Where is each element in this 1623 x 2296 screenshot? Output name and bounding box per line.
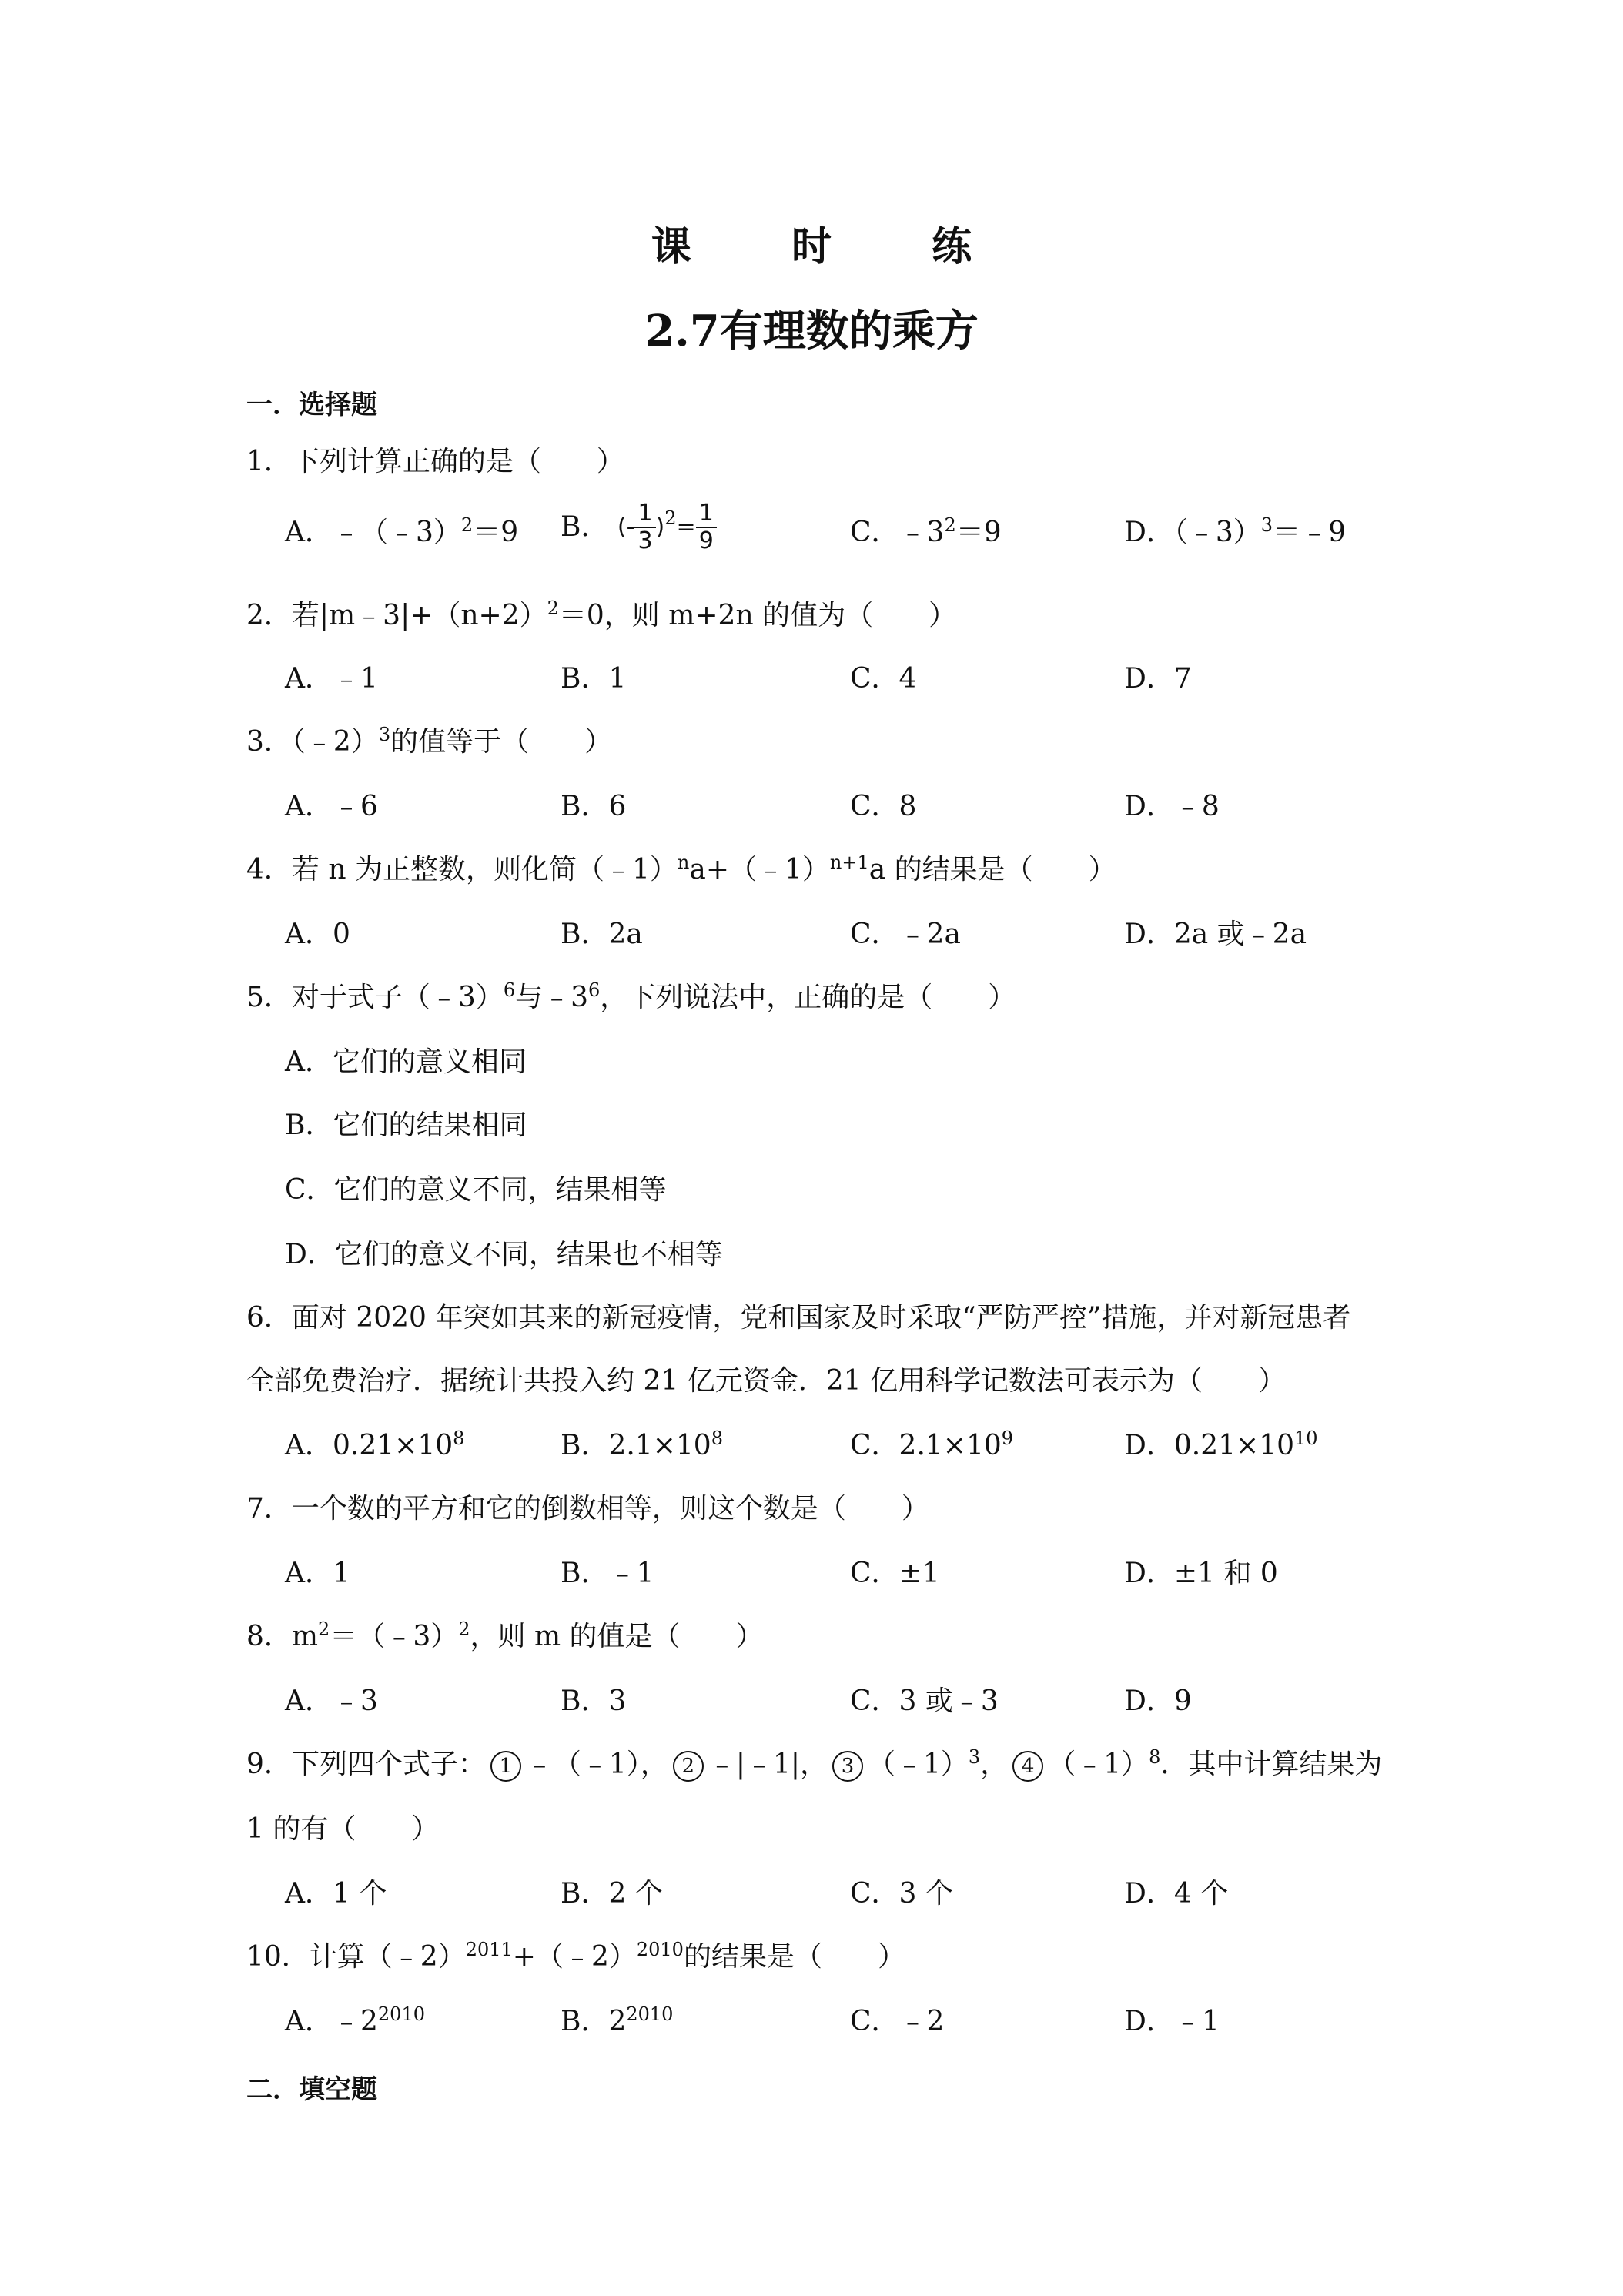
fraction-one-ninth: $\frac{1}{9}$ xyxy=(696,500,717,554)
question-3-option-a: A．﹣6 xyxy=(285,791,378,822)
question-9-option-d: D．4 个 xyxy=(1124,1878,1229,1909)
question-1-stem: 1．下列计算正确的是（ ） xyxy=(246,446,624,477)
question-9-option-b: B．2 个 xyxy=(561,1878,663,1909)
question-6-option-a: A．$0.21\times 10^8$ xyxy=(285,1427,465,1461)
question-7-option-c: C．±1 xyxy=(850,1558,940,1589)
question-7-stem: 7．一个数的平方和它的倒数相等，则这个数是（ ） xyxy=(246,1493,929,1525)
question-2-option-c: C．4 xyxy=(850,663,917,694)
page-title: 课 时 练 xyxy=(651,223,1016,270)
question-7-option-b: B．﹣1 xyxy=(561,1558,654,1589)
question-5-option-c: C．它们的意义不同，结果相等 xyxy=(285,1174,667,1206)
question-7-option-a: A．1 xyxy=(285,1558,350,1589)
question-8-option-d: D．9 xyxy=(1124,1685,1192,1717)
question-1-option-d: D．（﹣3）$^3$＝﹣9 xyxy=(1124,514,1346,548)
lesson-subtitle: 2.7有理数的乘方 xyxy=(644,306,979,356)
circled-number-3: 3 xyxy=(832,1751,863,1782)
circled-number-2: 2 xyxy=(673,1751,704,1782)
question-5-option-a: A．它们的意义相同 xyxy=(285,1046,527,1078)
question-10-option-a: A．$﹣2^{2010}$ xyxy=(285,2003,425,2037)
question-4-option-b: B．2a xyxy=(561,919,643,950)
question-2-option-d: D．7 xyxy=(1124,663,1192,694)
question-10-stem: 10．计算（﹣2）$^{2011}$+（﹣2）$^{2010}$的结果是（ ） xyxy=(246,1939,905,1973)
question-9-option-c: C．3 个 xyxy=(850,1878,953,1909)
question-7-option-d: D．±1 和 0 xyxy=(1124,1558,1278,1589)
question-6-stem-line-1: 6．面对 2020 年突如其来的新冠疫情，党和国家及时采取“严防严控”措施，并对新冠患者 xyxy=(246,1302,1351,1334)
question-2-stem: 2．若$|m﹣3|+(n+2)^2=0$，则 m+2n 的值为（ ） xyxy=(246,597,957,631)
question-6-option-b: B．$2.1\times 10^8$ xyxy=(561,1427,723,1461)
section-choice-heading: 一．选择题 xyxy=(246,390,377,420)
question-9-option-a: A．1 个 xyxy=(285,1878,387,1909)
question-9-stem-line-2: 1 的有（ ） xyxy=(246,1813,440,1845)
question-10-option-d: D．﹣1 xyxy=(1124,2006,1220,2037)
question-8-stem: 8．$m^2=(﹣3)^2$，则 m 的值是（ ） xyxy=(246,1618,764,1652)
question-4-option-c: C．﹣2a xyxy=(850,919,961,950)
question-2-option-b: B．1 xyxy=(561,663,627,694)
question-10-option-c: C．﹣2 xyxy=(850,2006,945,2037)
question-5-option-b: B．它们的结果相同 xyxy=(285,1110,527,1141)
question-1-option-b: B． (- $\frac{1}{3}$ )$^2$= $\frac{1}{9}$ xyxy=(561,500,717,554)
question-9-stem-line-1: 9．下列四个式子： 1 ﹣（﹣1）， 2 ﹣|﹣1|， 3 （﹣1）$^3$， 4 （﹣1）$^8$．其中计算结果为 xyxy=(246,1746,1383,1780)
section-fill-heading: 二．填空题 xyxy=(246,2074,377,2105)
question-6-option-c: C．$2.1\times 10^9$ xyxy=(850,1427,1014,1461)
question-1-option-c: C．$﹣3^2=9$ xyxy=(850,514,1002,548)
question-8-option-b: B．3 xyxy=(561,1685,627,1717)
question-3-option-d: D．﹣8 xyxy=(1124,791,1220,822)
question-1-option-a: A．﹣（﹣3）$^2$＝9 xyxy=(285,514,519,548)
question-5-option-d: D．它们的意义不同，结果也不相等 xyxy=(285,1239,723,1270)
question-8-option-c: C．3 或﹣3 xyxy=(850,1685,999,1717)
question-8-option-a: A．﹣3 xyxy=(285,1685,378,1717)
question-3-option-c: C．8 xyxy=(850,791,917,822)
question-2-option-a: A．﹣1 xyxy=(285,663,378,694)
question-4-option-d: D．2a 或﹣2a xyxy=(1124,919,1307,950)
question-4-stem: 4．若 n 为正整数，则化简（﹣1）$^n$a+（﹣1）$^{n+1}$a 的结果是（ ） xyxy=(246,852,1116,885)
circled-number-1: 1 xyxy=(490,1751,521,1782)
question-6-option-d: D．$0.21\times 10^{10}$ xyxy=(1124,1427,1318,1461)
circled-number-4: 4 xyxy=(1012,1751,1043,1782)
question-5-stem: 5．对于式子（﹣3）$^6$与$﹣3^6$，下列说法中，正确的是（ ） xyxy=(246,979,1016,1013)
question-10-option-b: B．$2^{2010}$ xyxy=(561,2003,674,2037)
question-3-option-b: B．6 xyxy=(561,791,627,822)
question-3-stem: 3．（﹣2）$^3$的值等于（ ） xyxy=(246,724,613,758)
question-6-stem-line-2: 全部免费治疗．据统计共投入约 21 亿元资金．21 亿用科学记数法可表示为（ ） xyxy=(246,1365,1286,1397)
question-4-option-a: A．0 xyxy=(285,919,350,950)
fraction-one-third: $\frac{1}{3}$ xyxy=(634,500,655,554)
